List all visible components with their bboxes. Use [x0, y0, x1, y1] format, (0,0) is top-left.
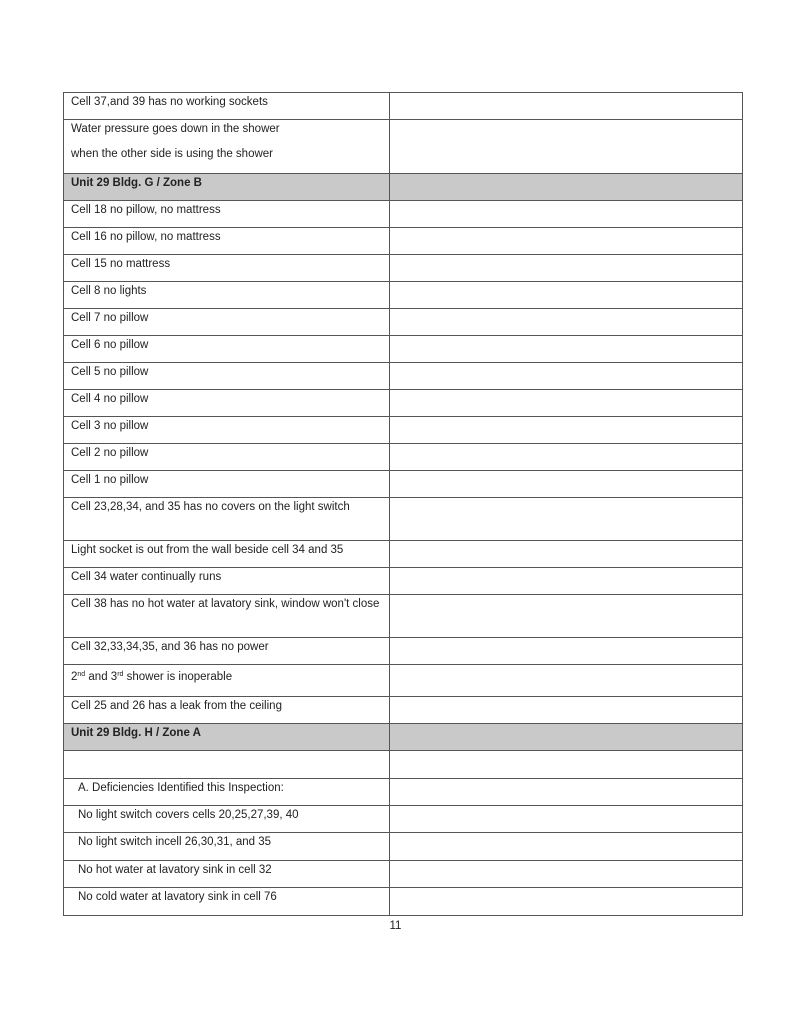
- section-header: Unit 29 Bldg. H / Zone A: [64, 724, 390, 751]
- cell-text: 2: [71, 671, 78, 683]
- empty-cell: [390, 93, 743, 120]
- empty-cell: [390, 417, 743, 444]
- empty-cell: [390, 228, 743, 255]
- table-cell: Cell 6 no pillow: [64, 336, 390, 363]
- section-header-row: [64, 174, 743, 201]
- table-row: [64, 336, 743, 363]
- table-cell: No hot water at lavatory sink in cell 32: [64, 861, 390, 888]
- table-cell: Light socket is out from the wall beside cell 34 and 35: [64, 541, 390, 568]
- table-cell: Cell 38 has no hot water at lavatory sink, window won't close: [64, 595, 390, 638]
- table-cell: [64, 665, 390, 697]
- table-row: [64, 595, 743, 638]
- empty-cell: [390, 806, 743, 833]
- table-cell: Cell 4 no pillow: [64, 390, 390, 417]
- cell-text: when the other side is using the shower: [71, 148, 274, 160]
- empty-cell: [390, 568, 743, 595]
- table-row: [64, 751, 743, 779]
- table-cell: Cell 2 no pillow: [64, 444, 390, 471]
- table-row: [64, 444, 743, 471]
- inspection-table: [63, 92, 743, 916]
- table-cell: No cold water at lavatory sink in cell 76: [64, 888, 390, 916]
- table-cell: Cell 1 no pillow: [64, 471, 390, 498]
- table-cell: Cell 18 no pillow, no mattress: [64, 201, 390, 228]
- table-row: [64, 120, 743, 174]
- table-row: [64, 779, 743, 806]
- table-row: [64, 228, 743, 255]
- table-row: [64, 309, 743, 336]
- table-row: [64, 201, 743, 228]
- section-header: Unit 29 Bldg. G / Zone B: [64, 174, 390, 201]
- table-row: [64, 665, 743, 697]
- empty-cell: [390, 309, 743, 336]
- empty-cell: [390, 201, 743, 228]
- table-cell: No light switch incell 26,30,31, and 35: [64, 833, 390, 861]
- table-row: [64, 255, 743, 282]
- table-cell: Cell 3 no pillow: [64, 417, 390, 444]
- cell-text: and 3: [85, 671, 118, 683]
- cell-text: Water pressure goes down in the shower: [71, 123, 280, 135]
- table-cell: Cell 37,and 39 has no working sockets: [64, 93, 390, 120]
- table-cell: Cell 16 no pillow, no mattress: [64, 228, 390, 255]
- page-number: 11: [389, 920, 402, 932]
- table-cell: Cell 23,28,34, and 35 has no covers on the light switch: [64, 498, 390, 541]
- table-cell: Cell 7 no pillow: [64, 309, 390, 336]
- empty-cell: [390, 255, 743, 282]
- cell-text: shower is inoperable: [123, 671, 233, 683]
- empty-cell: [390, 697, 743, 724]
- empty-cell: [390, 363, 743, 390]
- empty-cell: [390, 282, 743, 309]
- table-row: [64, 833, 743, 861]
- empty-cell: [390, 665, 743, 697]
- table-cell: Cell 32,33,34,35, and 36 has no power: [64, 638, 390, 665]
- table-cell: Cell 15 no mattress: [64, 255, 390, 282]
- empty-cell: [64, 751, 390, 779]
- empty-cell: [390, 724, 743, 751]
- superscript: nd: [77, 671, 86, 678]
- empty-cell: [390, 174, 743, 201]
- table-cell: Cell 8 no lights: [64, 282, 390, 309]
- section-header-row: [64, 724, 743, 751]
- superscript: rd: [117, 671, 124, 678]
- table-row: [64, 861, 743, 888]
- empty-cell: [390, 751, 743, 779]
- table-row: [64, 417, 743, 444]
- table-row: [64, 390, 743, 417]
- table-row: [64, 498, 743, 541]
- table-row: [64, 638, 743, 665]
- empty-cell: [390, 390, 743, 417]
- table-cell: A. Deficiencies Identified this Inspection:: [64, 779, 390, 806]
- table-row: [64, 363, 743, 390]
- empty-cell: [390, 779, 743, 806]
- empty-cell: [390, 120, 743, 174]
- empty-cell: [390, 888, 743, 916]
- table-row: [64, 541, 743, 568]
- empty-cell: [390, 595, 743, 638]
- table-row: [64, 888, 743, 916]
- table-cell: Cell 5 no pillow: [64, 363, 390, 390]
- table-row: [64, 471, 743, 498]
- empty-cell: [390, 444, 743, 471]
- empty-cell: [390, 336, 743, 363]
- empty-cell: [390, 833, 743, 861]
- table-row: [64, 806, 743, 833]
- empty-cell: [390, 541, 743, 568]
- table-cell: [64, 120, 390, 174]
- table-row: [64, 697, 743, 724]
- table-row: [64, 93, 743, 120]
- table-cell: No light switch covers cells 20,25,27,39, 40: [64, 806, 390, 833]
- table-row: [64, 568, 743, 595]
- table-row: [64, 282, 743, 309]
- empty-cell: [390, 861, 743, 888]
- table-cell: Cell 34 water continually runs: [64, 568, 390, 595]
- table-cell: Cell 25 and 26 has a leak from the ceiling: [64, 697, 390, 724]
- empty-cell: [390, 638, 743, 665]
- empty-cell: [390, 471, 743, 498]
- empty-cell: [390, 498, 743, 541]
